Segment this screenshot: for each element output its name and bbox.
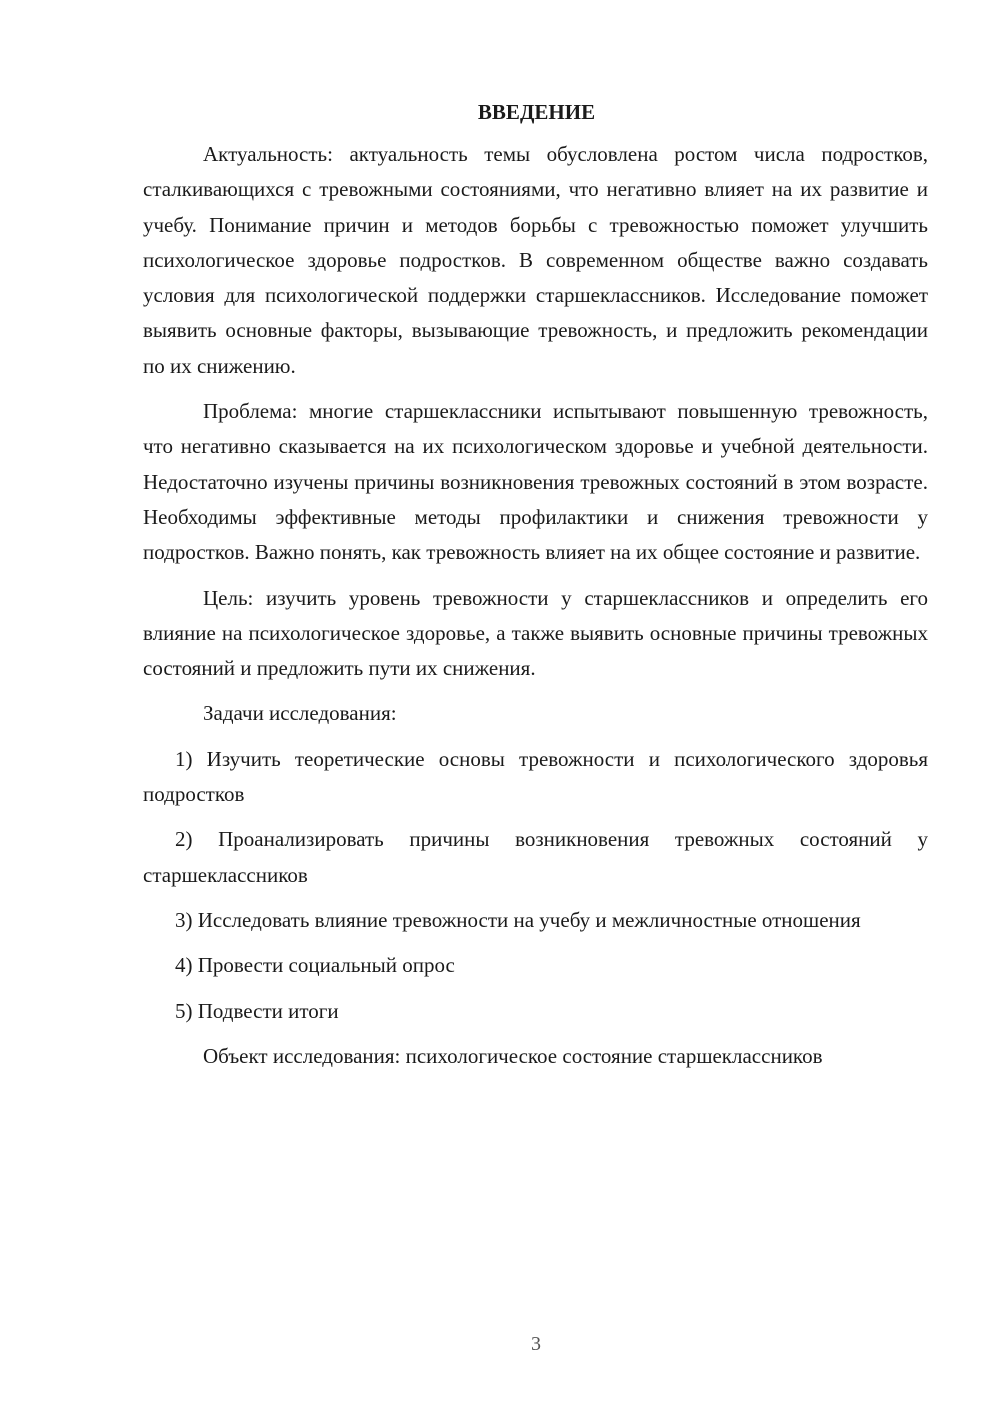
object-paragraph: Объект исследования: психологическое состояние старшеклассников [203, 1043, 823, 1068]
task-item: 4) Провести социальный опрос [175, 953, 455, 978]
page-number: 3 [531, 1333, 541, 1355]
page-content [143, 95, 928, 1084]
page-title: ВВЕДЕНИЕ [477, 100, 596, 124]
relevance-paragraph: Актуальность: актуальность темы обусловлена ростом числа подростков, сталкивающихся с тревожными состояниями, что негативно влияет на их развитие и учебу. Понимание причин и методов борьбы с тревожностью поможет улучшить психологическое здоровье подростков. В современном обществе важно создавать условия для психологической поддержки старшеклассников. Исследование поможет выявить основные факторы, вызывающие тревожность, и предложить рекомендации по их снижению. [143, 142, 928, 378]
task-item: 1) Изучить теоретические основы тревожности и психологического здоровья подростков [143, 746, 928, 807]
task-item: 3) Исследовать влияние тревожности на учебу и межличностные отношения [175, 907, 861, 932]
task-item: 2) Проанализировать причины возникновения тревожных состояний у старшеклассников [143, 827, 928, 887]
task-item: 5) Подвести итоги [175, 998, 339, 1023]
problem-paragraph: Проблема: многие старшеклассники испытывают повышенную тревожность, что негативно сказывается на их психологическом здоровье и учебной деятельности. Недостаточно изучены причины возникновения тревожных состояний в этом возрасте. Необходимы эффективные методы профилактики и снижения тревожности у подростков. Важно понять, как тревожность влияет на их общее состояние и развитие. [143, 399, 928, 565]
goal-paragraph: Цель: изучить уровень тревожности у старшеклассников и определить его влияние на психологическое здоровье, а также выявить основные причины тревожных состояний и предложить пути их снижения. [143, 585, 928, 681]
tasks-heading: Задачи исследования: [203, 701, 397, 726]
